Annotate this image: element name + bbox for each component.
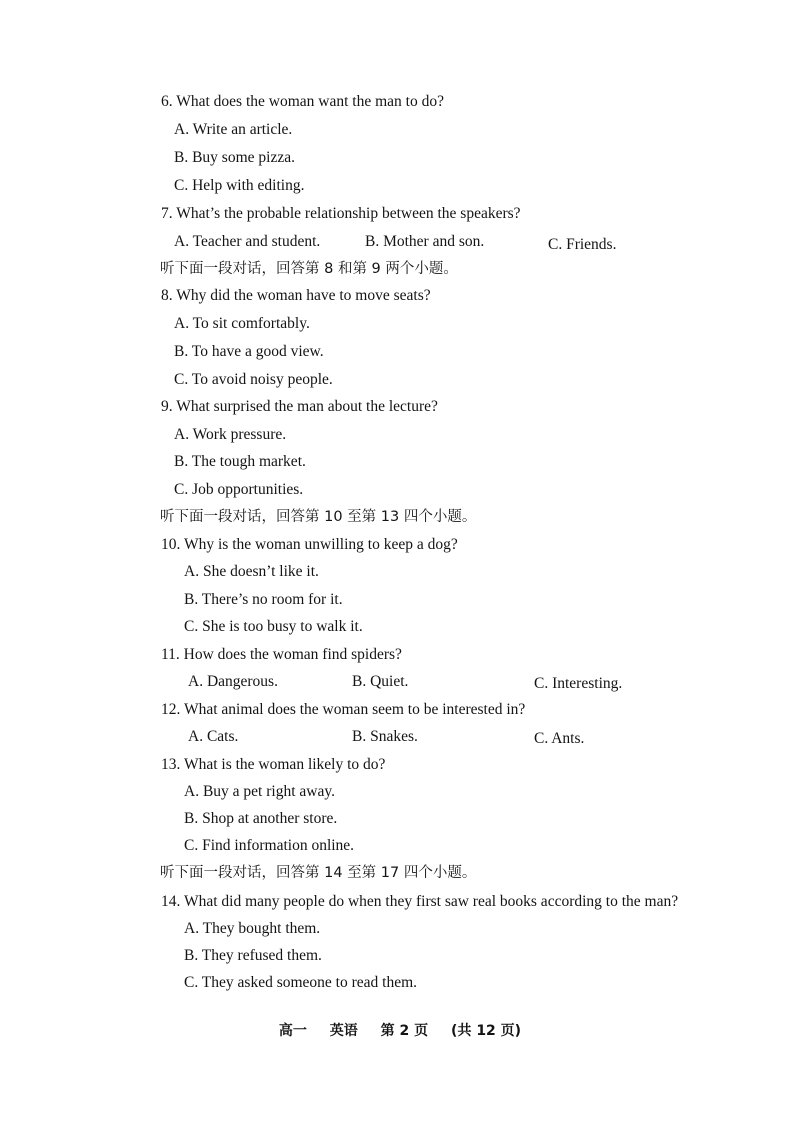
q6-option-a: A. Write an article. [174,121,293,138]
q13-option-a: A. Buy a pet right away. [184,783,335,800]
q14-option-a: A. They bought them. [184,920,321,937]
q9-option-a: A. Work pressure. [174,426,287,443]
q8-option-c: C. To avoid noisy people. [174,371,333,388]
q10-option-a: A. She doesn’t like it. [184,563,319,580]
q10-option-b: B. There’s no room for it. [184,591,343,608]
section-heading-10-13: 听下面一段对话，回答第 10 至第 13 四个小题。 [160,509,477,525]
q11-option-c: C. Interesting. [534,675,623,692]
q7-option-a: A. Teacher and student. [174,233,321,250]
question-12: 12. What animal does the woman seem to be interested in? [161,701,526,718]
q6-option-c: C. Help with editing. [174,177,305,194]
footer-subject: 英语 [329,1023,358,1039]
footer-total-pages: (共 12 页) [451,1023,522,1039]
section-heading-8-9: 听下面一段对话，回答第 8 和第 9 两个小题。 [160,261,458,277]
page-footer [0,1020,800,1040]
q8-option-a: A. To sit comfortably. [174,315,310,332]
q9-option-b: B. The tough market. [174,453,306,470]
section-heading-14-17: 听下面一段对话，回答第 14 至第 17 四个小题。 [160,865,477,881]
q9-option-c: C. Job opportunities. [174,481,304,498]
question-7: 7. What’s the probable relationship between the speakers? [161,205,521,222]
q8-option-b: B. To have a good view. [174,343,324,360]
question-6: 6. What does the woman want the man to do? [161,93,444,110]
question-11: 11. How does the woman find spiders? [161,646,402,663]
q14-option-b: B. They refused them. [184,947,322,964]
q6-option-b: B. Buy some pizza. [174,149,295,166]
footer-grade: 高一 [278,1023,307,1039]
question-10: 10. Why is the woman unwilling to keep a dog? [161,536,458,553]
question-8: 8. Why did the woman have to move seats? [161,287,431,304]
q14-option-c: C. They asked someone to read them. [184,974,418,991]
q10-option-c: C. She is too busy to walk it. [184,618,363,635]
q11-option-a: A. Dangerous. [188,673,278,690]
footer-page-number: 第 2 页 [380,1023,429,1039]
question-9: 9. What surprised the man about the lecture? [161,398,438,415]
q13-option-c: C. Find information online. [184,837,355,854]
q12-option-c: C. Ants. [534,730,585,747]
q13-option-b: B. Shop at another store. [184,810,338,827]
q7-option-c: C. Friends. [548,236,617,253]
question-14: 14. What did many people do when they first saw real books according to the man? [161,893,679,910]
q11-option-b: B. Quiet. [352,673,409,690]
q12-option-b: B. Snakes. [352,728,418,745]
question-13: 13. What is the woman likely to do? [161,756,386,773]
q12-option-a: A. Cats. [188,728,239,745]
q7-option-b: B. Mother and son. [365,233,485,250]
